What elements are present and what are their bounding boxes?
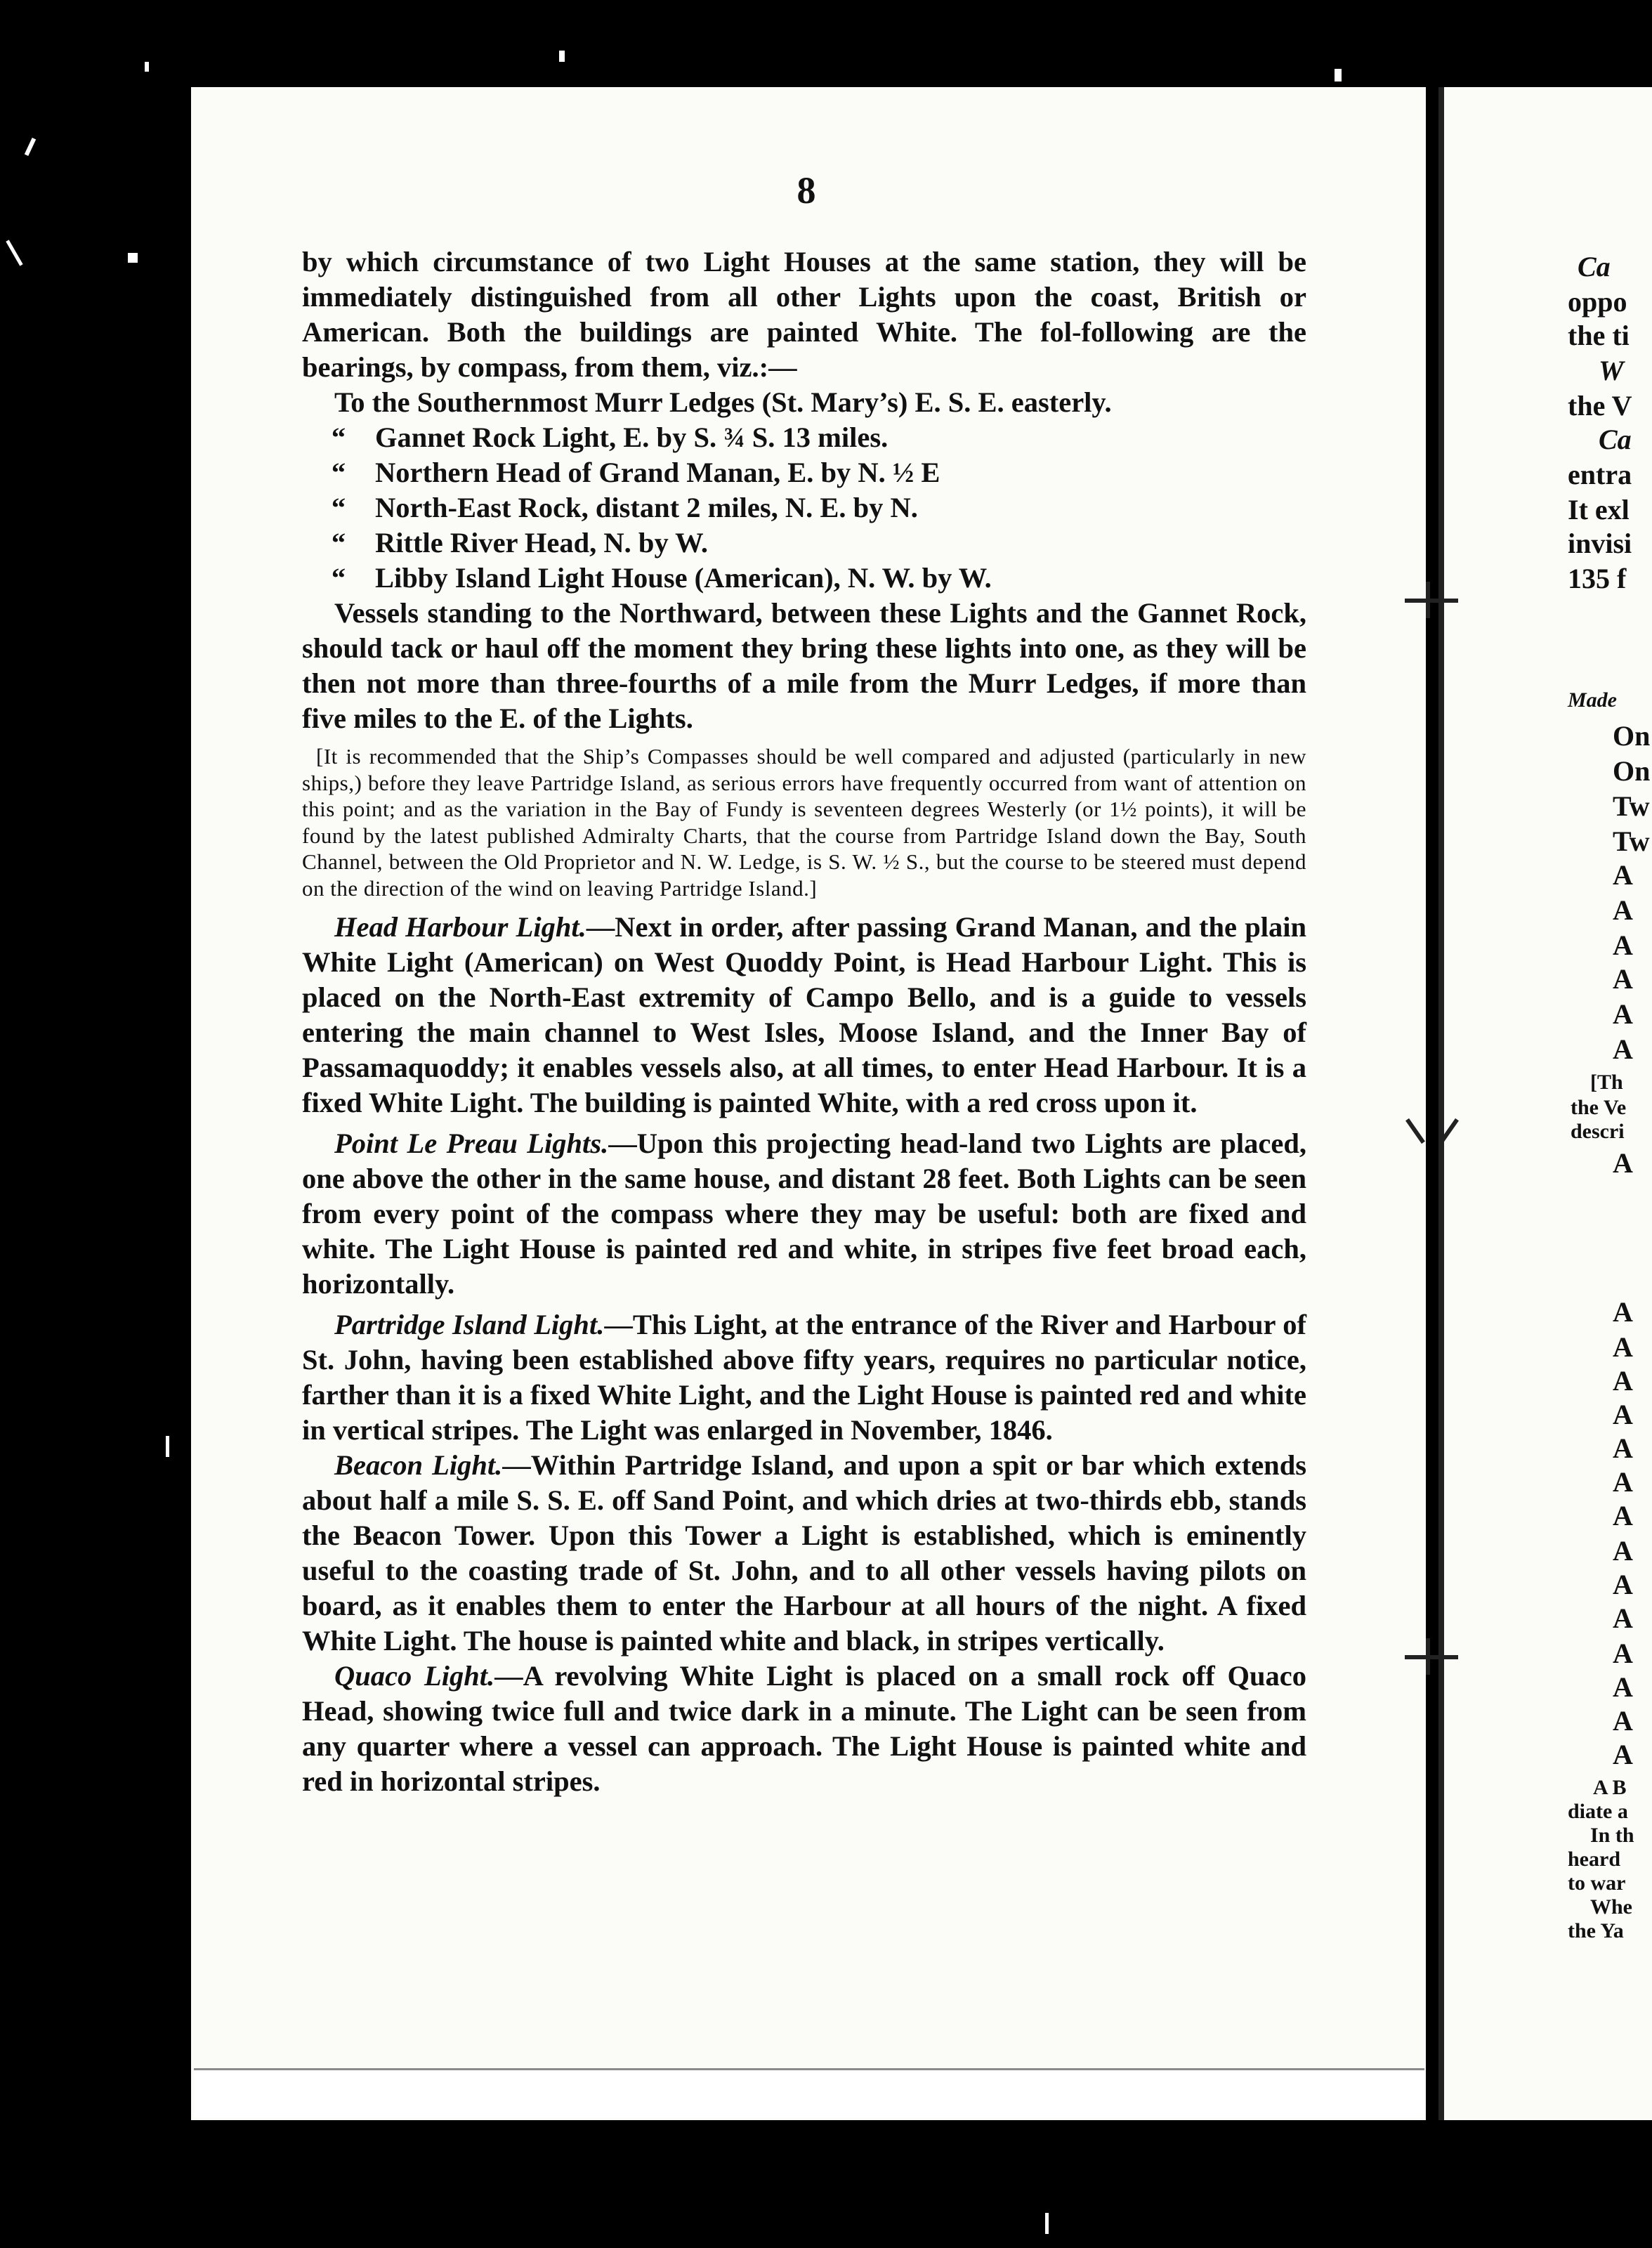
facing-page-fragment: invisi	[1568, 528, 1632, 559]
bearing-text: North-East Rock, distant 2 miles, N. E. by N.	[375, 492, 918, 523]
page-bottom-edge	[194, 2068, 1424, 2118]
facing-page-fragment: A	[1613, 894, 1633, 926]
facing-page-fragment: Whe	[1590, 1895, 1632, 1919]
bearing-text: Gannet Rock Light, E. by S. ¾ S. 13 miles.	[375, 422, 889, 453]
facing-page-fragment: W	[1599, 355, 1624, 386]
page-body	[302, 244, 1306, 1799]
facing-page-fragment: On	[1613, 755, 1651, 787]
facing-page-fragment: In th	[1590, 1824, 1634, 1847]
facing-page-fragment: A B	[1593, 1776, 1627, 1799]
bearing-line	[302, 490, 1306, 525]
facing-page-fragment: A	[1613, 1365, 1633, 1397]
facing-page-fragment: the ti	[1568, 320, 1630, 351]
facing-page-fragment: A	[1613, 1569, 1633, 1600]
ditto-mark: “	[331, 527, 346, 558]
facing-page-fragment: A	[1613, 1033, 1633, 1065]
bearing-text: Libby Island Light House (American), N. W. by W.	[375, 562, 992, 594]
scan-speck	[128, 253, 138, 263]
bearing-text: Rittle River Head, N. by W.	[375, 527, 708, 558]
bearing-first: To the Southernmost Murr Ledges (St. Mary’s) E. S. E. easterly.	[334, 386, 1112, 418]
bearing-line	[302, 420, 1306, 455]
facing-page-fragment: A	[1613, 998, 1633, 1030]
facing-page-fragment: Tw	[1613, 825, 1650, 857]
facing-page-fragment: [Th	[1590, 1071, 1623, 1094]
binding-stitch-mark	[1426, 582, 1430, 618]
bearing-line	[302, 455, 1306, 490]
ditto-mark: “	[331, 422, 346, 453]
facing-page	[1438, 87, 1652, 2120]
scan-speck	[25, 138, 36, 156]
facing-page-fragment: diate a	[1568, 1800, 1628, 1823]
facing-page-fragment: A	[1613, 1500, 1633, 1531]
facing-page-fragment: Ca	[1578, 251, 1611, 282]
scan-speck	[1335, 69, 1342, 81]
scan-speck	[6, 240, 22, 266]
facing-page-fragment: the Ve	[1571, 1096, 1627, 1119]
section-heading: Quaco Light.	[334, 1660, 495, 1692]
facing-page-fragment: A	[1613, 963, 1633, 995]
section-heading: Head Harbour Light.	[334, 911, 586, 943]
section-paragraph	[302, 910, 1306, 1120]
scan-speck	[1045, 2213, 1049, 2234]
facing-page-fragment: descri	[1571, 1120, 1625, 1143]
section-paragraph	[302, 1126, 1306, 1302]
section-text: —Within Partridge Island, and upon a spit or bar which extends about half a mile S. S. E. off Sand Point, and which dries at two-thirds ebb, stands the Beacon Tower. Upon this Tower a Light is established, which is eminently useful to the coasting trade of St. John, and to all other vessels having pilots on board, as it enables them to enter the Harbour at all hours of the night. A fixed White Light. The house is painted white and black, in stripes vertically.	[302, 1449, 1306, 1656]
facing-page-fragment: heard	[1568, 1848, 1620, 1871]
facing-page-fragment: 135 f	[1568, 563, 1627, 594]
binding-stitch-mark	[1426, 1638, 1430, 1675]
section-heading: Beacon Light.	[334, 1449, 503, 1481]
binding-stitch-mark	[1405, 1655, 1458, 1659]
facing-page-fragment: Ca	[1599, 424, 1632, 455]
section-text: —A revolving White Light is placed on a small rock off Quaco Head, showing twice full and twice dark in a minute. The Light can be seen from any quarter where a vessel can approach. The Light House is painted white and red in horizontal stripes.	[302, 1660, 1306, 1797]
page-number: 8	[796, 169, 816, 211]
ditto-mark: “	[331, 457, 346, 488]
binding-stitch-mark	[1405, 599, 1458, 603]
facing-page-fragment: A	[1613, 1671, 1633, 1703]
facing-page-fragment: A	[1613, 1466, 1633, 1498]
scan-speck	[559, 51, 565, 62]
section-text: —Upon this projecting head-land two Lights are placed, one above the other in the same house, and distant 28 feet. Both Lights can be seen from every point of the compass where they may be useful: both are fixed and white. The Light House is painted red and white, in stripes five feet broad each, horizontally.	[302, 1128, 1306, 1300]
compass-note: [It is recommended that the Ship’s Compasses should be well compared and adjusted (particularly in new ships,) before they leave Partridge Island, as serious errors have frequently occurred from want of attention on this point; and as the variation in the Bay of Fundy is seventeen degrees Westerly (or 1½ points), it will be found by the latest published Admiralty Charts, that the course from Partridge Island down the Bay, South Channel, between the Old Proprietor and N. W. Ledge, is S. W. ½ S., but the course to be steered must depend on the direction of the wind on leaving Partridge Island.]	[302, 744, 1306, 901]
facing-page-fragment: A	[1613, 1739, 1633, 1770]
facing-page-fragment: oppo	[1568, 286, 1627, 318]
scan-speck	[145, 62, 149, 72]
bearing-line	[302, 525, 1306, 561]
facing-page-fragment: A	[1613, 1638, 1633, 1669]
section-paragraph	[302, 1307, 1306, 1448]
section-heading: Point Le Preau Lights.	[334, 1128, 609, 1159]
intro-paragraph: by which circumstance of two Light Houses at the same station, they will be immediately distinguished from all other Lights upon the coast, British or American. Both the buildings are painted White. The fol-following are the bearings, by compass, from them, viz.:—	[302, 246, 1306, 383]
bearing-line	[302, 561, 1306, 596]
facing-page-fragment: entra	[1568, 459, 1632, 490]
facing-page-fragment: Made	[1568, 688, 1617, 712]
scan-speck	[166, 1436, 169, 1457]
facing-page-fragment: A	[1613, 859, 1633, 891]
section-text: —Next in order, after passing Grand Manan, and the plain White Light (American) on West Quoddy Point, is Head Harbour Light. This is placed on the North-East extremity of Campo Bello, and is a guide to vessels entering the main channel to West Isles, Moose Island, and the Inner Bay of Passamaquoddy; it enables vessels also, at all times, to enter Head Harbour. It is a fixed White Light. The building is painted White, with a red cross upon it.	[302, 911, 1306, 1118]
facing-page-fragment: A	[1613, 1296, 1633, 1328]
facing-page-fragment: the V	[1568, 390, 1632, 422]
facing-page-fragment: A	[1613, 1602, 1633, 1634]
section-heading: Partridge Island Light.	[334, 1309, 605, 1340]
section-text: —This Light, at the entrance of the River and Harbour of St. John, having been established above fifty years, requires no particular notice, farther than it is a fixed White Light, and the Light House is painted red and white in vertical stripes. The Light was enlarged in November, 1846.	[302, 1309, 1306, 1446]
facing-page-fragment: It exl	[1568, 494, 1630, 525]
facing-page-fragment: Tw	[1613, 790, 1650, 822]
facing-page-fragment: A	[1613, 1705, 1633, 1737]
facing-page-fragment: A	[1613, 1399, 1633, 1430]
facing-page-fragment: On	[1613, 720, 1651, 752]
facing-page-fragment: A	[1613, 1147, 1633, 1179]
facing-page-fragment: A	[1613, 1331, 1633, 1363]
facing-page-fragment: A	[1613, 1432, 1633, 1464]
ditto-mark: “	[331, 492, 346, 523]
facing-page-fragment: the Ya	[1568, 1919, 1624, 1942]
ditto-mark: “	[331, 562, 346, 594]
section-paragraph	[302, 1659, 1306, 1799]
vessels-paragraph: Vessels standing to the Northward, between these Lights and the Gannet Rock, should tack or haul off the moment they bring these lights into one, as they will be then not more than three-fourths of a mile from the Murr Ledges, if more than five miles to the E. of the Lights.	[302, 597, 1306, 734]
facing-page-fragment: A	[1613, 929, 1633, 961]
section-paragraph	[302, 1448, 1306, 1659]
facing-page-fragment: to war	[1568, 1871, 1626, 1895]
bearing-text: Northern Head of Grand Manan, E. by N. ½ E	[375, 457, 940, 488]
facing-page-fragment: A	[1613, 1535, 1633, 1567]
